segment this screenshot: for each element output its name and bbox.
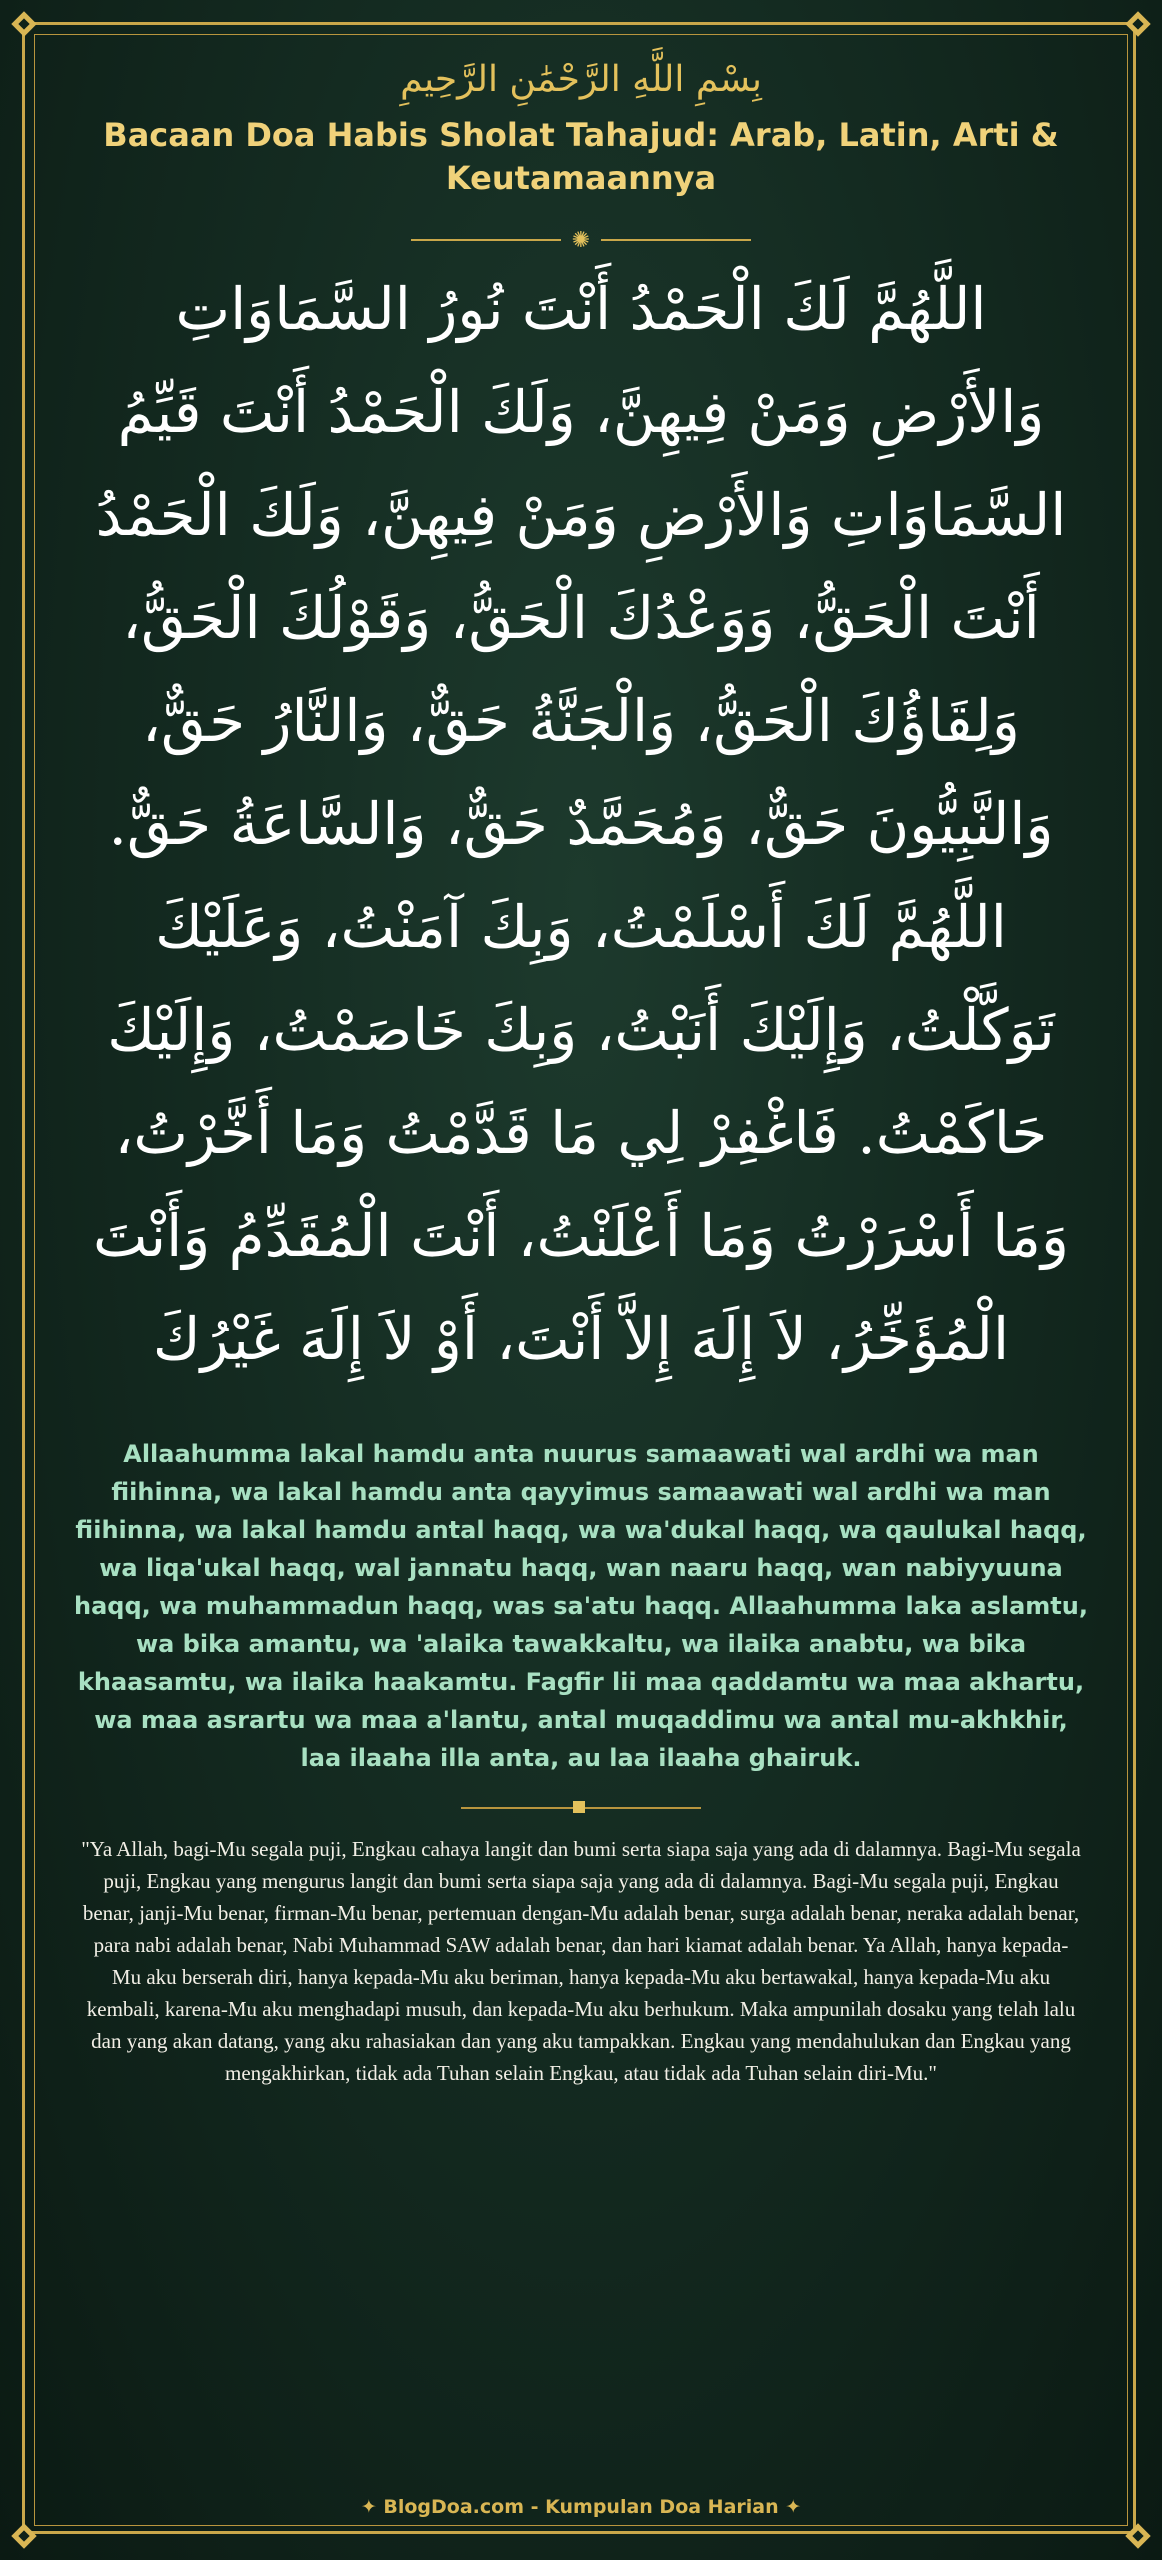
section-divider — [461, 1799, 701, 1815]
page-title: Bacaan Doa Habis Sholat Tahajud: Arab, Latin, Arti & Keutamaannya — [103, 116, 1059, 197]
diamond-divider-icon — [573, 1801, 585, 1813]
latin-transliteration: Allaahumma lakal hamdu anta nuurus samaawati wal ardhi wa man fiihinna, wa lakal hamdu anta qayyimus samaawati wal ardhi wa man fiihinna, wa lakal hamdu antal haqq, wa wa'dukal haqq, wa qaulukal haqq, wa liqa'ukal haqq, wal jannatu haqq, wan naaru haqq, wan nabiyyuuna haqq, wa muhammadun haqq, was sa'atu haqq. Allaahumma laka aslamtu, wa bika amantu, wa 'alaika tawakkaltu, wa ilaika anabtu, wa bika khaasamtu, wa ilaika haakamtu. Fagfir lii maa qaddamtu wa maa akhartu, wa maa asrartu wa maa a'lantu, antal muqaddimu wa antal mu-akhkhir, laa ilaaha illa anta, au laa ilaaha ghairuk. — [74, 1440, 1088, 1772]
footer-credit: ✦ BlogDoa.com - Kumpulan Doa Harian ✦ — [360, 2496, 802, 2518]
divider-line — [411, 239, 561, 241]
indonesian-translation: "Ya Allah, bagi-Mu segala puji, Engkau cahaya langit dan bumi serta siapa saja yang ada di dalamnya. Bagi-Mu segala puji, Engkau yang mengurus langit dan bumi serta siapa saja yang ada di dalamnya. Bagi-Mu segala puji, Engkau benar, janji-Mu benar, firman-Mu benar, pertemuan dengan-Mu adalah benar, surga adalah benar, neraka adalah benar, para nabi adalah benar, Nabi Muhammad SAW adalah benar, dan hari kiamat adalah benar. Ya Allah, hanya kepada-Mu aku berserah diri, hanya kepada-Mu aku beriman, hanya kepada-Mu aku bertawakal, hanya kepada-Mu aku kembali, karena-Mu aku menghadapi musuh, dan kepada-Mu aku berhukum. Maka ampunilah dosaku yang telah lalu dan yang akan datang, yang aku rahasiakan dan yang aku tampakkan. Engkau yang mendahulukan dan Engkau yang mengakhirkan, tidak ada Tuhan selain Engkau, atau tidak ada Tuhan selain diri-Mu." — [81, 1837, 1081, 2085]
flower-ornament-icon: ✺ — [571, 228, 591, 253]
basmalah-heading: بِسْمِ اللَّهِ الرَّحْمَٰنِ الرَّحِيمِ — [400, 59, 762, 100]
poster-content — [60, 50, 1102, 2089]
title-ornament-divider — [411, 228, 751, 253]
arabic-doa-text: اللَّهُمَّ لَكَ الْحَمْدُ أَنْتَ نُورُ السَّمَاوَاتِ وَالأَرْضِ وَمَنْ فِيهِنَّ، وَلَكَ الْحَمْدُ أَنْتَ قَيِّمُ السَّمَاوَاتِ وَالأَرْضِ وَمَنْ فِيهِنَّ، وَلَكَ الْحَمْدُ أَنْتَ الْحَقُّ، وَوَعْدُكَ الْحَقُّ، وَقَوْلُكَ الْحَقُّ، وَلِقَاؤُكَ الْحَقُّ، وَالْجَنَّةُ حَقٌّ، وَالنَّارُ حَقٌّ، وَالنَّبِيُّونَ حَقٌّ، وَمُحَمَّدٌ حَقٌّ، وَالسَّاعَةُ حَقٌّ. اللَّهُمَّ لَكَ أَسْلَمْتُ، وَبِكَ آمَنْتُ، وَعَلَيْكَ تَوَكَّلْتُ، وَإِلَيْكَ أَنَبْتُ، وَبِكَ خَاصَمْتُ، وَإِلَيْكَ حَاكَمْتُ. فَاغْفِرْ لِي مَا قَدَّمْتُ وَمَا أَخَّرْتُ، وَمَا أَسْرَرْتُ وَمَا أَعْلَنْتُ، أَنْتَ الْمُقَدِّمُ وَأَنْتَ الْمُؤَخِّرُ، لاَ إِلَهَ إِلاَّ أَنْتَ، أَوْ لاَ إِلَهَ غَيْرُكَ — [93, 275, 1069, 1373]
divider-line — [601, 239, 751, 241]
